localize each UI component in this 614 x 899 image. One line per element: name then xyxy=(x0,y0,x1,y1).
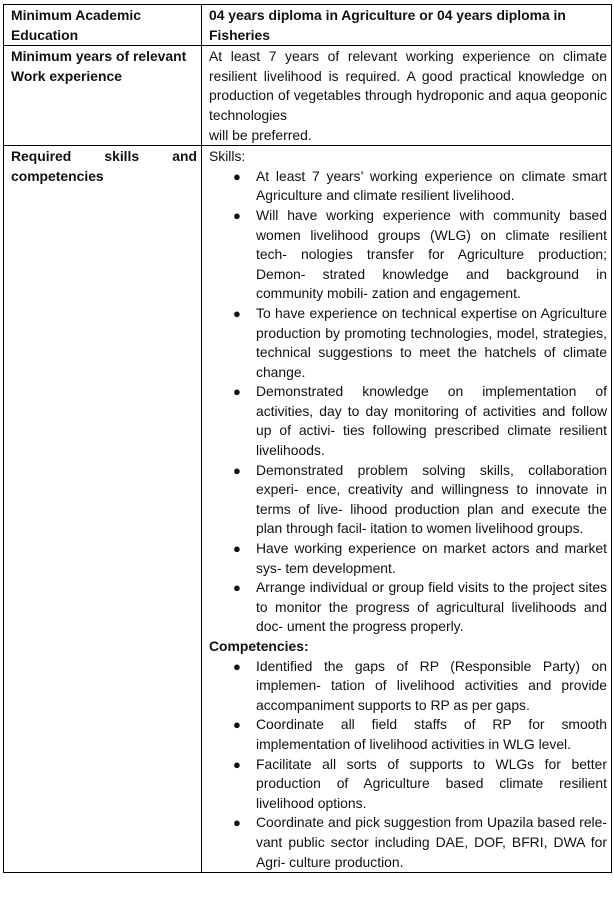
competencies-heading: Competencies: xyxy=(209,638,309,654)
bullet-icon: ● xyxy=(233,384,241,400)
bullet-icon: ● xyxy=(233,168,241,184)
label-cell xyxy=(4,146,202,873)
value-cell xyxy=(202,46,612,146)
bullet-icon: ● xyxy=(233,305,241,321)
list-item: ● Facilitate all sorts of supports to WLGs for better production of Agriculture based climate resilient livelihood options. xyxy=(233,755,607,811)
bullet-icon: ● xyxy=(233,717,241,733)
table-row-skills xyxy=(4,146,612,873)
bullet-icon: ● xyxy=(233,815,241,831)
value-cell xyxy=(202,146,612,873)
list-item: ● Arrange individual or group field visits to the project sites to monitor the progress of agricultural livelihoods and doc- ument the progress properly. xyxy=(233,579,607,635)
education-value: 04 years diploma in Agriculture or 04 years diploma in Fisheries xyxy=(209,7,566,43)
list-item: ● Will have working experience with community based women livelihood groups (WLG) on climate resilient tech- nologies transfer for Agriculture production; Demon- strated knowledge and background in community mobili- zation and engagement. xyxy=(233,206,607,302)
bullet-icon: ● xyxy=(233,207,241,223)
label-cell xyxy=(4,5,202,46)
list-item: ● Demonstrated knowledge on implementation of activities, day to day monitoring of activities and follow up of activi- ties following prescribed climate resilient livelihoods. xyxy=(233,383,607,459)
list-item: ● To have experience on technical expertise on Agriculture production by promoting technologies, model, strategies, technical suggestions to meet the hatchels of climate change. xyxy=(233,304,607,380)
experience-value-continued: will be preferred. xyxy=(209,126,312,143)
list-item: ● Have working experience on market actors and market sys- tem development. xyxy=(233,540,607,576)
label-cell xyxy=(4,46,202,146)
table-row-experience xyxy=(4,46,612,146)
skills-heading: Skills: xyxy=(209,148,246,165)
experience-value: At least 7 years of relevant working experience on climate resilient livelihood is required. A good practical knowledge on production of vegetables through hydroponic and aqua geoponic technologies xyxy=(209,48,607,123)
list-item: ● Coordinate and pick suggestion from Upazila based rele- vant public sector including DAE, DOF, BFRI, DWA for Agri- culture production. xyxy=(233,814,607,870)
bullet-icon: ● xyxy=(233,756,241,772)
bullet-icon: ● xyxy=(233,658,241,674)
bullet-icon: ● xyxy=(233,541,241,557)
list-item: ● Demonstrated problem solving skills, collaboration experi- ence, creativity and willingness to innovate in terms of live- lihood production plan and execute the plan through facil- itation to women livelihood groups. xyxy=(233,461,607,537)
bullet-icon: ● xyxy=(233,580,241,596)
experience-label: Minimum years of relevant Work experience xyxy=(11,48,187,84)
bullet-icon: ● xyxy=(233,462,241,478)
requirements-table xyxy=(3,4,612,873)
education-label: Minimum Academic Education xyxy=(11,7,141,43)
list-item: ● Identified the gaps of RP (Responsible Party) on implemen- tation of livelihood activities and provide accompaniment supports to RP as per gaps. xyxy=(233,657,607,713)
list-item: ● Coordinate all field staffs of RP for smooth implementation of livelihood activities in WLG level. xyxy=(233,716,607,752)
skills-list xyxy=(209,167,607,637)
skills-competencies-label: Required skills and competencies xyxy=(11,148,197,184)
list-item: ● At least 7 years’ working experience on climate smart Agriculture and climate resilient livelihood. xyxy=(233,167,607,204)
value-cell xyxy=(202,5,612,46)
competencies-list xyxy=(209,657,607,873)
table-row-education xyxy=(4,5,612,46)
